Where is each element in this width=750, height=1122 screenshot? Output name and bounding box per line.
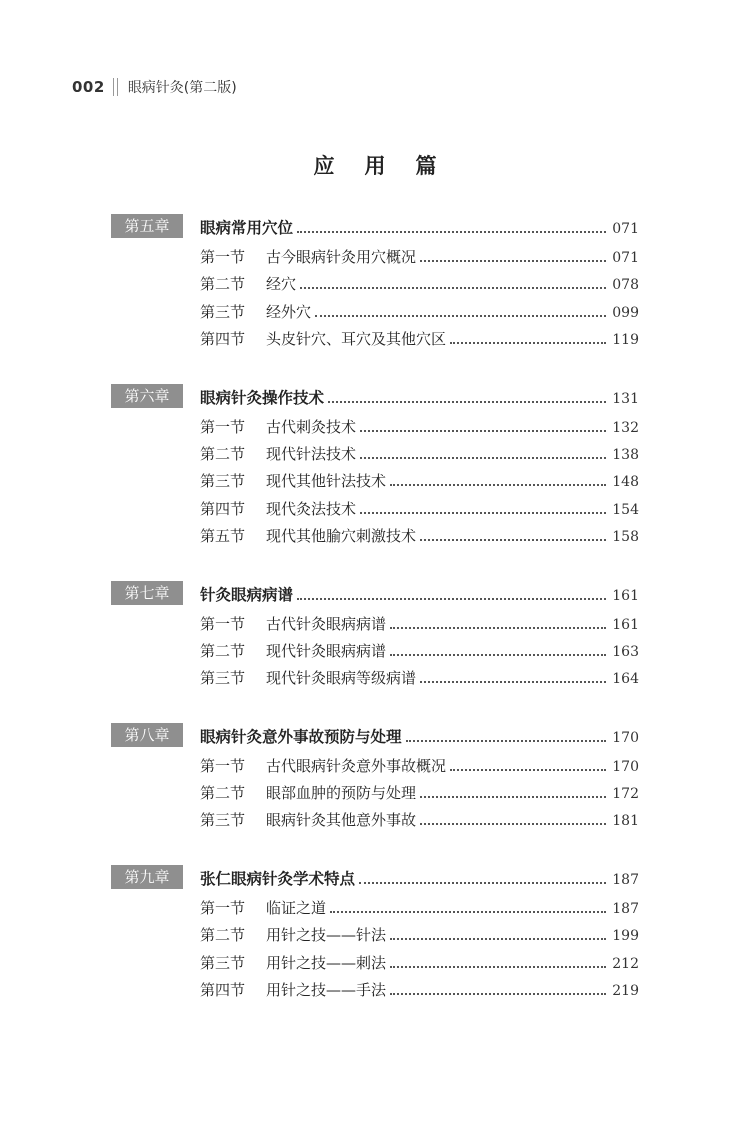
section-entry[interactable] <box>0 522 750 549</box>
leader-dots <box>359 882 606 884</box>
leader-dots <box>420 796 606 798</box>
leader-dots <box>360 430 606 432</box>
section-list <box>0 894 750 1004</box>
section-number: 第四节 <box>200 981 246 1000</box>
leader-dots <box>360 457 606 459</box>
leader-dots <box>390 654 606 656</box>
leader-dots <box>360 512 606 514</box>
section-line <box>200 416 639 437</box>
section-entry[interactable] <box>0 467 750 494</box>
section-line <box>200 897 639 918</box>
toc-chapter <box>0 579 750 692</box>
section-number: 第二节 <box>200 444 246 463</box>
chapter-title: 眼病针灸操作技术 <box>200 388 325 407</box>
section-number: 第四节 <box>200 330 246 349</box>
section-title: 古代针灸眼病病谱 <box>266 614 387 633</box>
chapter-line <box>200 386 639 408</box>
section-title: 现代针灸眼病等级病谱 <box>266 669 417 688</box>
running-head <box>72 76 237 98</box>
section-title: 古今眼病针灸用穴概况 <box>266 248 417 266</box>
toc-chapter <box>0 863 750 1004</box>
section-entry[interactable] <box>0 976 750 1003</box>
section-title: 头皮针穴、耳穴及其他穴区 <box>266 330 447 349</box>
section-page: 164 <box>612 671 639 688</box>
leader-dots <box>390 966 606 968</box>
section-page: 181 <box>612 813 639 830</box>
section-title: 眼病针灸其他意外事故 <box>266 811 417 830</box>
section-entry[interactable] <box>0 752 750 779</box>
section-line <box>200 273 639 294</box>
section-line <box>200 525 639 546</box>
section-number: 第一节 <box>200 756 246 775</box>
section-title: 现代针法技术 <box>266 444 357 463</box>
section-title: 经外穴 <box>266 302 312 321</box>
chapter-label: 第八章 <box>111 723 183 747</box>
section-number: 第三节 <box>200 953 246 972</box>
chapter-line <box>200 583 639 605</box>
section-title: 古代眼病针灸意外事故概况 <box>266 756 447 775</box>
section-page: 071 <box>612 250 639 266</box>
leader-dots <box>330 911 606 913</box>
chapter-page: 131 <box>612 390 639 407</box>
section-entry[interactable] <box>0 243 750 270</box>
section-number: 第三节 <box>200 472 246 491</box>
leader-dots <box>390 627 606 629</box>
section-page: 148 <box>612 474 639 491</box>
section-number: 第二节 <box>200 784 246 803</box>
chapter-title: 眼病常用穴位 <box>200 219 294 237</box>
section-line <box>200 328 639 349</box>
section-entry[interactable] <box>0 413 750 440</box>
chapter-entry[interactable] <box>0 382 750 410</box>
section-entry[interactable] <box>0 270 750 297</box>
leader-dots <box>300 287 606 289</box>
section-title: 用针之技——手法 <box>266 981 387 1000</box>
section-line <box>200 979 639 1000</box>
section-title: 眼部血肿的预防与处理 <box>266 784 417 803</box>
section-line <box>200 443 639 464</box>
chapter-entry[interactable] <box>0 721 750 749</box>
section-page: 187 <box>612 900 639 917</box>
section-title: 临证之道 <box>266 898 327 917</box>
section-line <box>200 246 639 267</box>
chapter-label: 第五章 <box>111 214 183 238</box>
chapter-page: 161 <box>612 587 639 604</box>
section-line <box>200 809 639 830</box>
leader-dots <box>420 681 606 683</box>
part-title: 应用篇 <box>313 154 467 178</box>
section-line <box>200 782 639 803</box>
leader-dots <box>420 260 606 262</box>
section-entry[interactable] <box>0 664 750 691</box>
section-entry[interactable] <box>0 298 750 325</box>
section-number: 第一节 <box>200 898 246 917</box>
leader-dots <box>390 484 606 486</box>
section-entry[interactable] <box>0 779 750 806</box>
section-entry[interactable] <box>0 894 750 921</box>
chapter-label: 第七章 <box>111 581 183 605</box>
section-page: 158 <box>612 529 639 546</box>
section-entry[interactable] <box>0 921 750 948</box>
chapter-page: 170 <box>612 729 639 746</box>
section-line <box>200 301 639 322</box>
leader-dots <box>390 938 606 940</box>
section-number: 第四节 <box>200 499 246 518</box>
section-page: 212 <box>612 955 639 972</box>
section-title: 用针之技——针法 <box>266 926 387 945</box>
leader-dots <box>328 401 606 403</box>
section-list <box>0 752 750 834</box>
section-line <box>200 470 639 491</box>
chapter-label: 第九章 <box>111 865 183 889</box>
chapter-page: 071 <box>612 221 639 237</box>
section-title: 用针之技——刺法 <box>266 953 387 972</box>
section-entry[interactable] <box>0 806 750 833</box>
section-page: 099 <box>612 304 639 321</box>
leader-dots <box>315 315 606 317</box>
table-of-contents <box>0 212 750 1032</box>
section-number: 第二节 <box>200 926 246 945</box>
leader-dots <box>450 769 606 771</box>
section-number: 第二节 <box>200 275 246 294</box>
section-number: 第三节 <box>200 811 246 830</box>
chapter-page: 187 <box>612 871 639 888</box>
section-page: 172 <box>612 786 639 803</box>
section-page: 163 <box>612 643 639 660</box>
chapter-title: 眼病针灸意外事故预防与处理 <box>200 727 402 746</box>
header-divider <box>113 78 118 96</box>
section-page: 138 <box>612 446 639 463</box>
section-number: 第一节 <box>200 248 246 266</box>
toc-chapter <box>0 382 750 550</box>
section-entry[interactable] <box>0 949 750 976</box>
chapter-line <box>200 725 639 747</box>
section-entry[interactable] <box>0 637 750 664</box>
leader-dots <box>390 993 606 995</box>
section-line <box>200 924 639 945</box>
leader-dots <box>297 231 606 233</box>
section-line <box>200 755 639 776</box>
section-number: 第一节 <box>200 417 246 436</box>
leader-dots <box>450 342 606 344</box>
section-line <box>200 667 639 688</box>
leader-dots <box>406 740 607 742</box>
toc-chapter <box>0 721 750 834</box>
section-entry[interactable] <box>0 610 750 637</box>
section-page: 132 <box>612 419 639 436</box>
section-number: 第三节 <box>200 669 246 688</box>
section-entry[interactable] <box>0 495 750 522</box>
chapter-label: 第六章 <box>111 384 183 408</box>
section-page: 199 <box>612 928 639 945</box>
chapter-entry[interactable] <box>0 579 750 607</box>
section-list <box>0 413 750 550</box>
chapter-entry[interactable] <box>0 863 750 891</box>
leader-dots <box>297 598 606 600</box>
section-page: 170 <box>612 758 639 775</box>
section-entry[interactable] <box>0 325 750 352</box>
chapter-line <box>200 216 639 238</box>
section-line <box>200 613 639 634</box>
section-page: 078 <box>612 277 639 294</box>
section-title: 现代灸法技术 <box>266 499 357 518</box>
section-page: 154 <box>612 501 639 518</box>
toc-chapter <box>0 212 750 353</box>
book-title: 眼病针灸(第二版) <box>127 80 237 96</box>
section-list <box>0 243 750 353</box>
section-page: 119 <box>612 332 639 349</box>
section-list <box>0 610 750 692</box>
page-number: 002 <box>72 78 105 96</box>
section-page: 219 <box>612 983 639 1000</box>
chapter-entry[interactable] <box>0 212 750 240</box>
section-title: 现代其他针法技术 <box>266 472 387 491</box>
section-line <box>200 640 639 661</box>
section-title: 现代其他腧穴刺激技术 <box>266 527 417 546</box>
section-title: 经穴 <box>266 275 297 294</box>
chapter-title: 张仁眼病针灸学术特点 <box>200 869 356 888</box>
section-line <box>200 498 639 519</box>
section-title: 古代刺灸技术 <box>266 417 357 436</box>
section-number: 第一节 <box>200 614 246 633</box>
section-entry[interactable] <box>0 440 750 467</box>
section-number: 第五节 <box>200 527 246 546</box>
chapter-line <box>200 867 639 889</box>
section-line <box>200 952 639 973</box>
section-number: 第二节 <box>200 641 246 660</box>
leader-dots <box>420 539 606 541</box>
leader-dots <box>420 823 606 825</box>
section-page: 161 <box>612 616 639 633</box>
chapter-title: 针灸眼病病谱 <box>200 585 294 604</box>
section-title: 现代针灸眼病病谱 <box>266 641 387 660</box>
section-number: 第三节 <box>200 302 246 321</box>
